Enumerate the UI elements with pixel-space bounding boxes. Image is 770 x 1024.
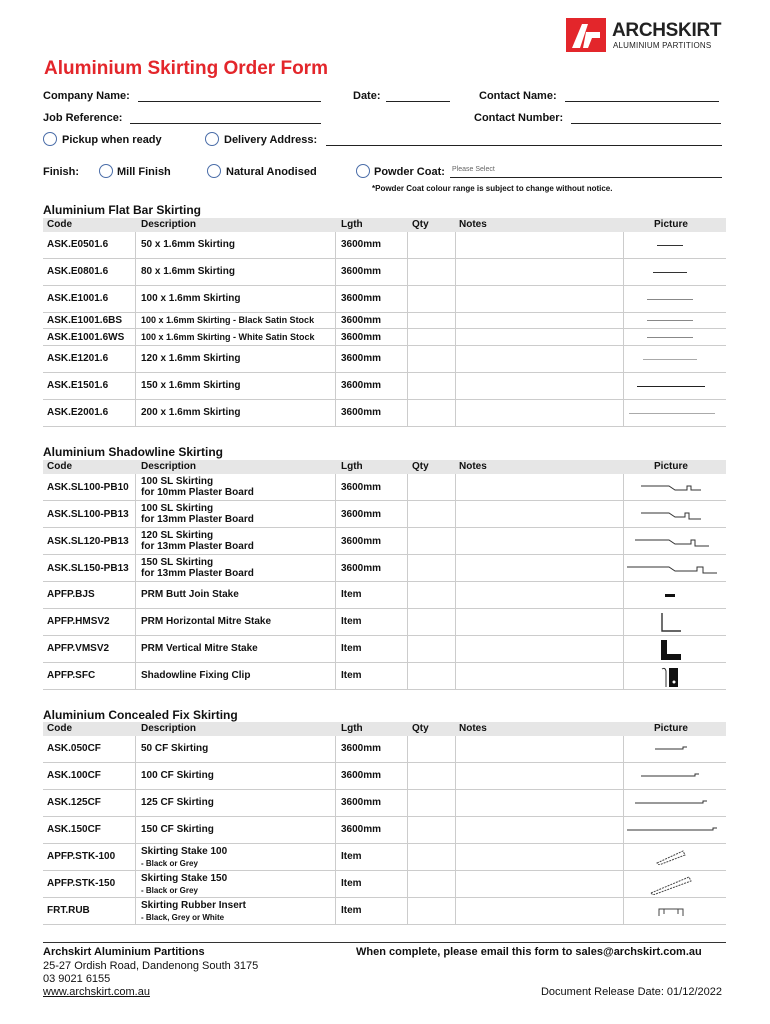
flat-bar-profile-icon — [643, 359, 697, 360]
concealed-profile-icon — [625, 825, 719, 835]
table-row — [43, 474, 726, 501]
row-description: Shadowline Fixing Clip — [141, 670, 251, 681]
row-length: 3600mm — [341, 770, 382, 781]
row-length: 3600mm — [341, 743, 382, 754]
header-description: Description — [141, 219, 197, 230]
flat-bar-profile-icon — [647, 337, 693, 338]
logo-tagline: ALUMINIUM PARTITIONS — [613, 41, 712, 50]
table-row — [43, 400, 726, 427]
table-row — [43, 286, 726, 313]
header-description: Description — [141, 461, 197, 472]
header-picture: Picture — [654, 461, 688, 472]
powder-coat-select[interactable]: Please Select — [452, 166, 495, 173]
row-description: Skirting Stake 150 — [141, 873, 228, 884]
powder-coat-radio[interactable] — [356, 164, 370, 178]
table-row — [43, 501, 726, 528]
row-length: Item — [341, 643, 362, 654]
company-logo — [566, 18, 726, 52]
logo-brand-name: ARCHSKIRT — [612, 20, 722, 41]
row-description: 200 x 1.6mm Skirting — [141, 407, 241, 418]
row-code: ASK.E1501.6 — [47, 380, 109, 391]
skirting-stake-icon — [655, 849, 687, 865]
row-description: PRM Vertical Mitre Stake — [141, 643, 258, 654]
table-row — [43, 817, 726, 844]
logo-mark-icon — [566, 18, 606, 52]
footer-address: 25-27 Ordish Road, Dandenong South 3175 — [43, 960, 259, 972]
row-code: ASK.E1001.6WS — [47, 332, 125, 343]
shadowline-profile-icon — [625, 563, 719, 575]
header-qty: Qty — [412, 219, 429, 230]
finish-label: Finish: — [43, 166, 80, 178]
contact-number-label: Contact Number: — [474, 112, 564, 124]
row-description-sub: - Black or Grey — [141, 859, 198, 868]
flat-bar-profile-icon — [647, 299, 693, 300]
header-notes: Notes — [459, 723, 487, 734]
table-row — [43, 232, 726, 259]
row-length: 3600mm — [341, 332, 382, 343]
concealed-profile-icon — [633, 798, 709, 808]
row-code: ASK.E2001.6 — [47, 407, 109, 418]
row-description: 100 x 1.6mm Skirting - Black Satin Stock — [141, 315, 315, 325]
shadowline-section-title: Aluminium Shadowline Skirting — [43, 445, 224, 459]
row-description: 50 CF Skirting — [141, 743, 209, 754]
shadowline-profile-icon — [633, 536, 711, 548]
pickup-label: Pickup when ready — [62, 134, 162, 146]
delivery-radio[interactable] — [205, 132, 219, 146]
footer-phone: 03 9021 6155 — [43, 973, 111, 985]
concealed-profile-icon — [653, 744, 689, 754]
table-row — [43, 528, 726, 555]
flat-bar-section-title: Aluminium Flat Bar Skirting — [43, 203, 202, 217]
row-code: ASK.E0501.6 — [47, 239, 109, 250]
row-description: 100 SL Skirting — [141, 503, 214, 514]
table-row — [43, 790, 726, 817]
row-code: APFP.VMSV2 — [47, 643, 110, 654]
table-row — [43, 329, 726, 346]
shadowline-profile-icon — [639, 509, 703, 521]
row-code: ASK.100CF — [47, 770, 101, 781]
row-description: 100 x 1.6mm Skirting — [141, 293, 241, 304]
contact-name-label: Contact Name: — [479, 90, 557, 102]
row-description: 150 SL Skirting — [141, 557, 214, 568]
skirting-stake-icon — [649, 875, 693, 895]
row-code: ASK.SL150-PB13 — [47, 563, 129, 574]
document-release-date: Document Release Date: 01/12/2022 — [540, 986, 722, 998]
header-picture: Picture — [654, 219, 688, 230]
row-code: ASK.SL120-PB13 — [47, 536, 129, 547]
flat-bar-profile-icon — [657, 245, 683, 246]
row-description-sub: for 13mm Plaster Board — [141, 568, 254, 579]
natural-anodised-label: Natural Anodised — [226, 166, 317, 178]
row-code: ASK.E1001.6BS — [47, 315, 123, 326]
table-row — [43, 871, 726, 898]
row-length: Item — [341, 851, 362, 862]
row-length: 3600mm — [341, 797, 382, 808]
header-lgth: Lgth — [341, 723, 363, 734]
table-row — [43, 582, 726, 609]
row-code: ASK.E0801.6 — [47, 266, 109, 277]
header-lgth: Lgth — [341, 219, 363, 230]
row-description: Skirting Stake 100 — [141, 846, 228, 857]
row-length: 3600mm — [341, 509, 382, 520]
form-title: Aluminium Skirting Order Form — [44, 58, 328, 79]
powder-coat-select-line — [450, 177, 722, 178]
row-length: Item — [341, 905, 362, 916]
row-length: 3600mm — [341, 380, 382, 391]
row-length: 3600mm — [341, 266, 382, 277]
row-code: APFP.HMSV2 — [47, 616, 110, 627]
header-picture: Picture — [654, 723, 688, 734]
row-code: ASK.150CF — [47, 824, 101, 835]
row-code: FRT.RUB — [47, 905, 90, 916]
shadowline-profile-icon — [639, 482, 703, 494]
row-length: Item — [341, 878, 362, 889]
table-row — [43, 373, 726, 400]
row-code: ASK.125CF — [47, 797, 101, 808]
header-code: Code — [47, 219, 72, 230]
table-row — [43, 663, 726, 690]
row-length: 3600mm — [341, 563, 382, 574]
table-row — [43, 844, 726, 871]
vertical-mitre-stake-icon — [659, 638, 683, 662]
pickup-radio[interactable] — [43, 132, 57, 146]
row-length: 3600mm — [341, 315, 382, 326]
flat-bar-profile-icon — [629, 413, 715, 414]
mill-finish-radio[interactable] — [99, 164, 113, 178]
table-row — [43, 763, 726, 790]
table-row — [43, 636, 726, 663]
table-row — [43, 313, 726, 329]
flat-bar-profile-icon — [647, 320, 693, 321]
row-description: 50 x 1.6mm Skirting — [141, 239, 235, 250]
row-code: APFP.STK-150 — [47, 878, 116, 889]
rubber-insert-icon — [657, 904, 685, 918]
row-description: 100 CF Skirting — [141, 770, 214, 781]
natural-anodised-radio[interactable] — [207, 164, 221, 178]
contact-name-field[interactable] — [565, 101, 719, 102]
company-name-label: Company Name: — [43, 90, 130, 102]
delivery-address-field[interactable] — [326, 145, 722, 146]
row-description: PRM Horizontal Mitre Stake — [141, 616, 272, 627]
flat-bar-table-header — [43, 218, 726, 232]
row-code: APFP.BJS — [47, 589, 95, 600]
row-code: ASK.SL100-PB10 — [47, 482, 129, 493]
powder-coat-note: *Powder Coat colour range is subject to change without notice. — [372, 184, 613, 193]
row-code: ASK.050CF — [47, 743, 101, 754]
concealed-table-header — [43, 722, 726, 736]
row-description: 100 SL Skirting — [141, 476, 214, 487]
table-row — [43, 555, 726, 582]
contact-number-field[interactable] — [571, 123, 721, 124]
row-description: PRM Butt Join Stake — [141, 589, 239, 600]
table-row — [43, 898, 726, 925]
row-code: ASK.E1001.6 — [47, 293, 109, 304]
row-code: ASK.E1201.6 — [47, 353, 109, 364]
row-description: 100 x 1.6mm Skirting - White Satin Stock — [141, 332, 315, 342]
shadowline-table-header — [43, 460, 726, 474]
date-field[interactable] — [386, 101, 450, 102]
header-code: Code — [47, 723, 72, 734]
butt-join-stake-icon — [665, 594, 675, 597]
header-qty: Qty — [412, 723, 429, 734]
mill-finish-label: Mill Finish — [117, 166, 171, 178]
row-length: 3600mm — [341, 482, 382, 493]
header-qty: Qty — [412, 461, 429, 472]
row-description: 120 x 1.6mm Skirting — [141, 353, 241, 364]
row-code: APFP.SFC — [47, 670, 96, 681]
row-length: 3600mm — [341, 536, 382, 547]
table-row — [43, 346, 726, 373]
job-reference-label: Job Reference: — [43, 112, 123, 124]
horizontal-mitre-stake-icon — [659, 611, 683, 635]
row-description-sub: for 10mm Plaster Board — [141, 487, 254, 498]
row-description: 80 x 1.6mm Skirting — [141, 266, 235, 277]
row-description: 125 CF Skirting — [141, 797, 214, 808]
row-length: 3600mm — [341, 407, 382, 418]
row-length: Item — [341, 616, 362, 627]
row-length: Item — [341, 670, 362, 681]
delivery-address-label: Delivery Address: — [224, 134, 318, 146]
row-length: 3600mm — [341, 239, 382, 250]
row-description-sub: - Black or Grey — [141, 886, 198, 895]
row-length: Item — [341, 589, 362, 600]
row-description-sub: for 13mm Plaster Board — [141, 541, 254, 552]
row-length: 3600mm — [341, 824, 382, 835]
header-notes: Notes — [459, 461, 487, 472]
row-description-sub: for 13mm Plaster Board — [141, 514, 254, 525]
row-length: 3600mm — [341, 293, 382, 304]
footer-email-instruction: When complete, please email this form to sales@archskirt.com.au — [356, 946, 702, 958]
flat-bar-profile-icon — [637, 386, 705, 387]
powder-coat-label: Powder Coat: — [374, 166, 445, 178]
row-description: 150 x 1.6mm Skirting — [141, 380, 241, 391]
header-description: Description — [141, 723, 197, 734]
footer-website-link[interactable]: www.archskirt.com.au — [43, 986, 150, 998]
row-code: APFP.STK-100 — [47, 851, 116, 862]
company-name-field[interactable] — [138, 101, 321, 102]
row-description: 150 CF Skirting — [141, 824, 214, 835]
header-code: Code — [47, 461, 72, 472]
footer-company-name: Archskirt Aluminium Partitions — [43, 946, 205, 958]
row-length: 3600mm — [341, 353, 382, 364]
footer-divider — [43, 942, 726, 943]
table-row — [43, 259, 726, 286]
table-row — [43, 609, 726, 636]
row-code: ASK.SL100-PB13 — [47, 509, 129, 520]
concealed-section-title: Aluminium Concealed Fix Skirting — [43, 708, 238, 722]
row-description: 120 SL Skirting — [141, 530, 214, 541]
table-row — [43, 736, 726, 763]
concealed-profile-icon — [639, 771, 701, 781]
row-description-sub: - Black, Grey or White — [141, 913, 225, 922]
header-notes: Notes — [459, 219, 487, 230]
row-description: Skirting Rubber Insert — [141, 900, 247, 911]
header-lgth: Lgth — [341, 461, 363, 472]
fixing-clip-icon — [659, 665, 683, 689]
job-reference-field[interactable] — [130, 123, 321, 124]
date-label: Date: — [353, 90, 381, 102]
flat-bar-profile-icon — [653, 272, 687, 273]
